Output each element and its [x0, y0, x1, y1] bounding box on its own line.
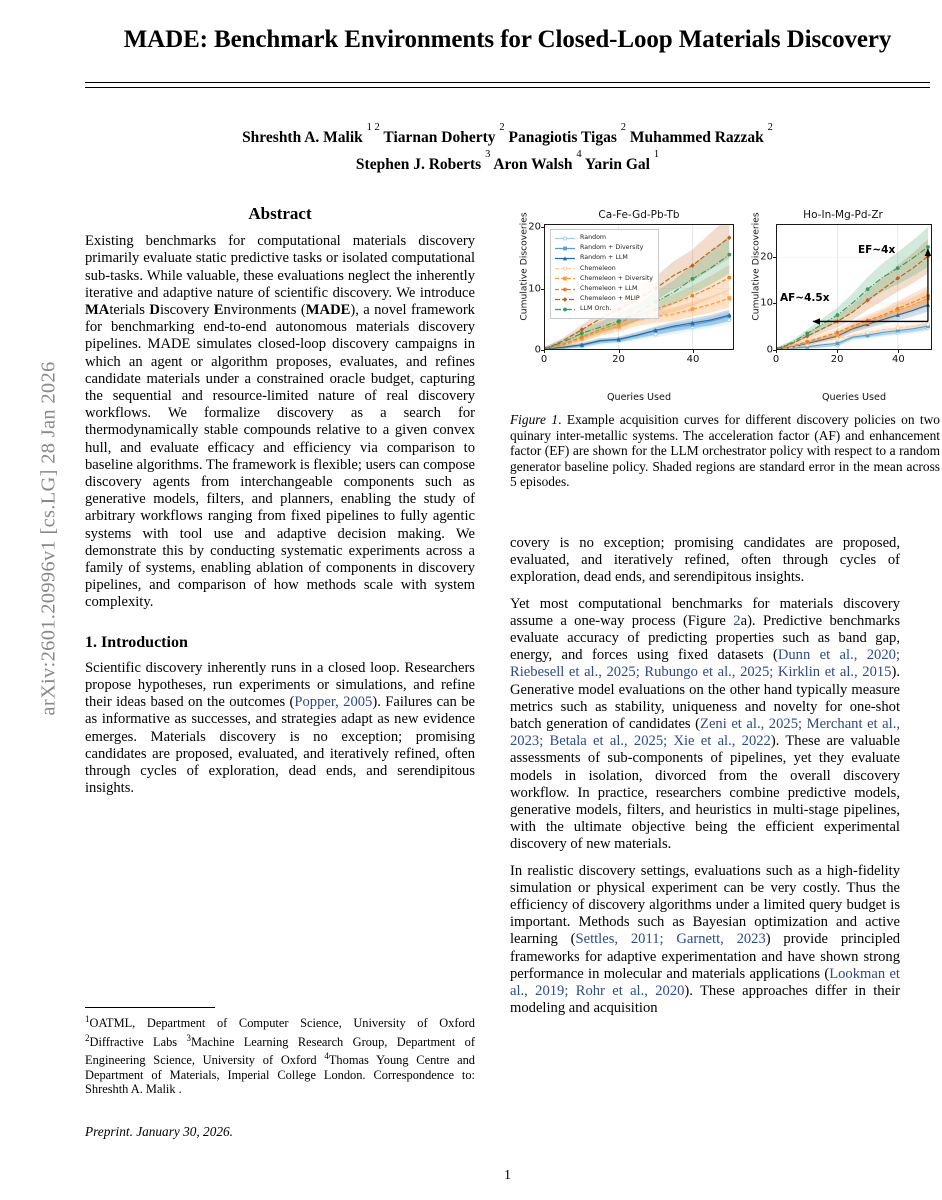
- y-tick-mark: [773, 303, 776, 304]
- x-tick-label: 20: [612, 354, 625, 365]
- x-tick-label: 20: [830, 354, 844, 365]
- legend-swatch: [554, 295, 576, 304]
- x-tick-mark: [619, 350, 620, 353]
- legend-item[interactable]: [554, 253, 653, 263]
- legend-label: Chemeleon + Diversity: [580, 274, 654, 282]
- x-tick-mark: [544, 350, 545, 353]
- right-column: [510, 535, 900, 1026]
- x-tick-mark: [693, 350, 694, 353]
- x-tick-mark: [898, 350, 899, 353]
- right-paragraph-continued: covery is no exception; promising candidates are proposed, evaluated, and iteratively refined, often through cycles of exploration, dead ends, and serendipitous insights.: [510, 535, 900, 586]
- figure-plots: [510, 205, 940, 403]
- legend-label: Random + Diversity: [580, 244, 644, 252]
- title-rule-bottom: [85, 87, 930, 88]
- x-tick-label: 40: [891, 354, 905, 365]
- preprint-note: Preprint. January 30, 2026.: [85, 1124, 233, 1139]
- annotation-af: AF~4.5x: [780, 292, 830, 304]
- footnote-affiliations: $^1$OATML, Department of Computer Science, University of Oxford $^2$Diffractive Labs $^3$Machine Learning Research Group, Department of Engineering Science, University of Oxford $^4$Thomas Young Centre and Department of Materials, Imperial College London. Correspondence to: Shreshth A. Malik .: [85, 1014, 475, 1096]
- page-title: MADE: Benchmark Environments for Closed-Loop Materials Discovery: [123, 26, 892, 53]
- legend-item[interactable]: [554, 264, 653, 274]
- chart-axes-left: [528, 221, 734, 372]
- annotation-ef: EF~4x: [858, 244, 896, 256]
- chart-xlabel-right: Queries Used: [821, 392, 887, 403]
- legend-item[interactable]: [554, 284, 653, 294]
- figure-caption-text: . Example acquisition curves for different discovery policies on two quinary inter-metallic systems. The acceleration factor (AF) and enhancement factor (EF) are shown for the LLM orchestrator policy with respect to a random generator baseline policy. Shaded regions are standard error in the mean across 5 episodes.: [510, 412, 940, 490]
- chart-ylabel-left: Cumulative Discoveries: [518, 212, 530, 321]
- legend-item[interactable]: [554, 274, 653, 284]
- intro-text-b: ). Failures can be as informative as successes, and strategies adapt as new evidence emerges. Materials discovery is no exception; promising candidates are proposed, evaluated, and iteratively refined, often through cycles of exploration, dead ends, and serendipitous insights.: [85, 694, 475, 797]
- y-tick-mark: [541, 289, 544, 290]
- x-tick-label: 40: [686, 354, 700, 365]
- chart-title-left: Ca-Fe-Gd-Pb-Tb: [598, 209, 680, 221]
- x-tick-mark: [776, 350, 777, 353]
- figure-1: [510, 205, 940, 490]
- chart-legend[interactable]: [550, 229, 659, 319]
- author-line-1: Shreshth A. Malik $^{1 2}$ Tiarnan Doherty $^2$ Panagiotis Tigas $^2$ Muhammed Razzak $^2$: [242, 122, 773, 147]
- figure-caption: [510, 412, 940, 490]
- legend-label: Random: [580, 234, 607, 241]
- abstract-body: Existing benchmarks for computational materials discovery primarily evaluate static predictive tasks or isolated computational sub-tasks. While valuable, these evaluations neglect the inherently iterative and adaptive nature of scientific discovery. We introduce MAterials Discovery Environments (MADE), a novel framework for benchmarking end-to-end autonomous materials discovery pipelines. MADE simulates closed-loop discovery campaigns in which an agent or algorithm proposes, evaluates, and refines candidate materials under a constrained oracle budget, capturing the sequential and resource-limited nature of real discovery workflows. We formalize discovery as a search for thermodynamically stable compounds relative to a given convex hull, and evaluate efficacy and efficiency via comparison to baseline algorithms. The framework is flexible; users can compose discovery agents from interchangeable components such as generative models, filters, and planners, enabling the study of arbitrary workflows ranging from fixed pipelines to fully agentic systems with tool use and adaptive decision making. We demonstrate this by conducting systematic experiments across a family of systems, enabling ablation of components in discovery pipelines, and comparison of how methods scale with system complexity.: [85, 233, 475, 611]
- chart-title-right: Ho-In-Mg-Pd-Zr: [803, 209, 883, 221]
- legend-swatch: [554, 254, 576, 263]
- chart-panel-right: [746, 205, 940, 403]
- footnote-divider: [85, 1007, 215, 1008]
- chart-panel-left: [510, 205, 742, 403]
- legend-label: Chemeleon + LLM: [580, 284, 638, 292]
- legend-swatch: [554, 244, 576, 253]
- right-paragraph-3: In realistic discovery settings, evaluations such as a high-fidelity simulation or physical experiment can be very costly. Thus the efficiency of discovery algorithms under a limited query budget is important. Methods such as Bayesian optimization and active learning (Settles, 2011; Garnett, 2023) provide principled frameworks for adaptive experimentation and have shown strong performance in molecular and materials applications (Lookman et al., 2019; Rohr et al., 2020). These approaches differ in their modeling and acquisition: [510, 862, 900, 1017]
- y-tick-mark: [773, 257, 776, 258]
- paper-page: [75, 0, 942, 1200]
- legend-item[interactable]: [554, 243, 653, 253]
- legend-label: Chemeleon: [580, 264, 616, 272]
- chart-plotarea-right: [776, 224, 932, 350]
- y-tick-mark: [541, 227, 544, 228]
- section-heading-introduction: 1. Introduction: [85, 633, 188, 651]
- legend-label: Random + LLM: [580, 254, 628, 262]
- legend-swatch: [554, 234, 576, 243]
- y-tick-label: 0: [766, 344, 773, 356]
- intro-paragraph-1: [85, 660, 475, 798]
- chart-svg-right: [777, 225, 931, 349]
- figure-number: Figure 1: [510, 412, 559, 427]
- y-tick-label: 10: [760, 297, 773, 309]
- abstract-heading: Abstract: [248, 204, 312, 223]
- legend-item[interactable]: [554, 233, 653, 243]
- right-paragraph-2: Yet most computational benchmarks for materials discovery assume a one-way process (Figure 2a). Predictive benchmarks evaluate accuracy of predicting properties such as band gap, energy, and forces using fixed datasets (Dunn et al., 2020; Riebesell et al., 2025; Rubungo et al., 2025; Kirklin et al., 2015). Generative model evaluations on the other hand typically measure metrics such as stability, uniqueness and novelty for one-shot batch generation of candidates (Zeni et al., 2025; Merchant et al., 2023; Betala et al., 2025; Xie et al., 2022). These are valuable assessments of sub-components of pipelines, yet they evaluate models in isolation, divorced from the overall discovery workflow. In practice, researchers combine predictive models, generative models, filters, and heuristics in multi-stage pipelines, with the ultimate objective being the efficient experimental discovery of new materials.: [510, 595, 901, 853]
- legend-label: Chemeleon + MLIP: [580, 295, 640, 303]
- chart-ylabel-right: Cumulative Discoveries: [750, 212, 762, 321]
- x-tick-label: 0: [540, 354, 548, 365]
- legend-swatch: [554, 305, 576, 314]
- legend-swatch: [554, 274, 576, 283]
- legend-item[interactable]: [554, 294, 653, 304]
- author-list: [85, 122, 930, 176]
- left-column: [85, 205, 475, 807]
- citation-popper[interactable]: Popper, 2005: [294, 694, 373, 711]
- chart-xlabel-left: Queries Used: [606, 392, 672, 403]
- y-tick-label: 0: [534, 344, 541, 356]
- intro-text-a: Scientific discovery inherently runs in a closed loop. Researchers propose hypotheses, run experiments or simulations, and refine their ideas based on the outcomes (: [85, 659, 475, 711]
- legend-label: LLM Orch.: [580, 305, 612, 313]
- legend-swatch: [554, 264, 576, 273]
- title-rule-top: [85, 82, 930, 83]
- page-number: 1: [504, 1168, 511, 1183]
- chart-axes-right: [760, 224, 932, 372]
- arxiv-stamp: arXiv:2601.20996v1 [cs.LG] 28 Jan 2026: [37, 361, 60, 716]
- legend-swatch: [554, 285, 576, 294]
- x-tick-mark: [837, 350, 838, 353]
- y-tick-label: 20: [760, 251, 773, 263]
- author-line-2: Stephen J. Roberts $^3$ Aron Walsh $^4$ Yarin Gal $^1$: [355, 149, 660, 174]
- y-tick-label: 20: [528, 221, 541, 233]
- y-tick-label: 10: [528, 283, 541, 295]
- legend-item[interactable]: [554, 304, 653, 314]
- x-tick-label: 0: [772, 354, 780, 365]
